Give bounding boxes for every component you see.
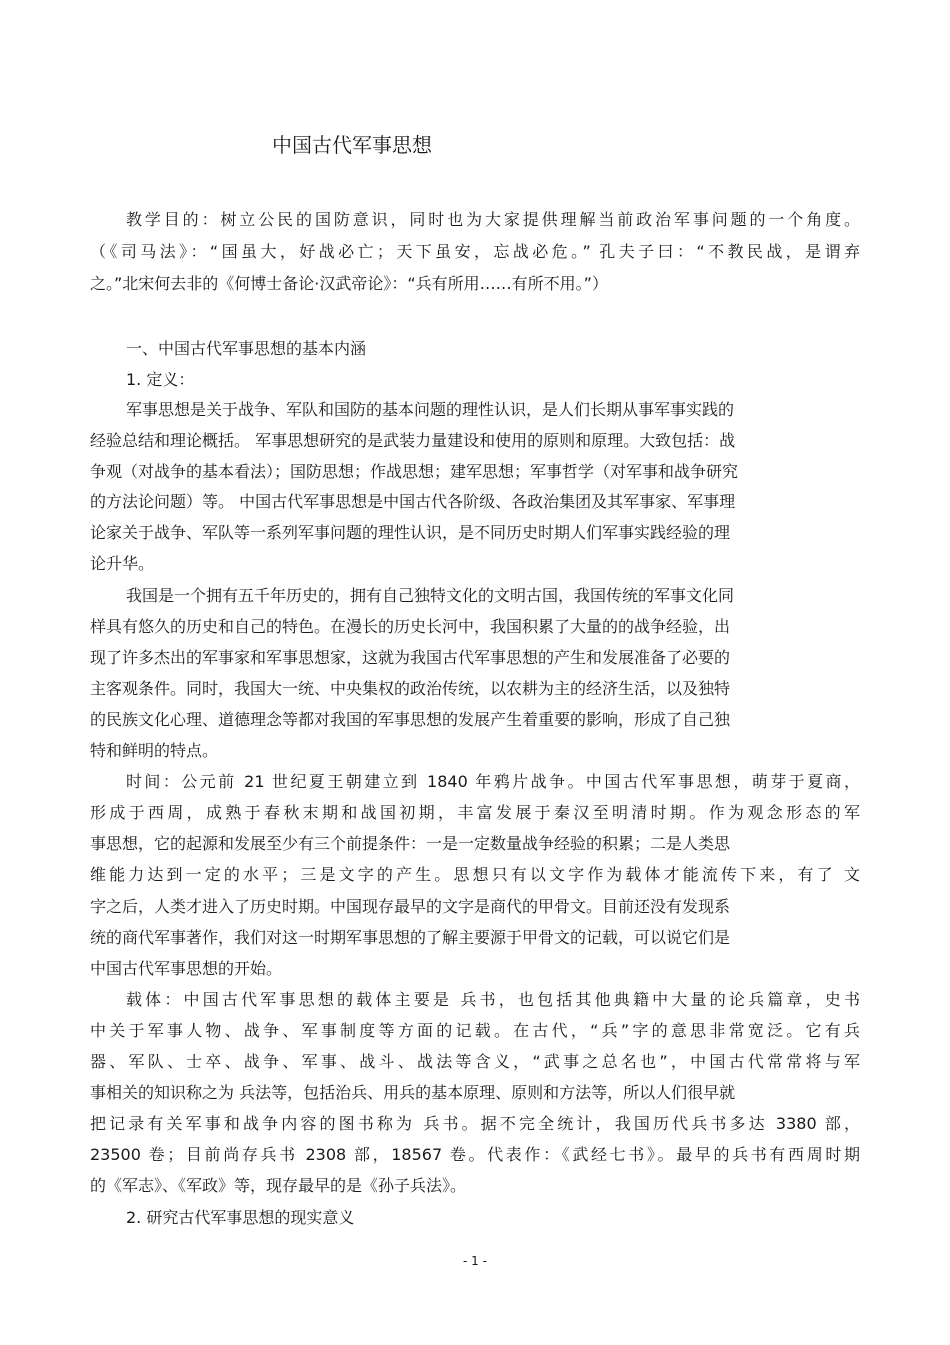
document-title: 中国古代军事思想 (272, 133, 432, 157)
text-line: 器、军队、士卒、战争、军事、战斗、战法等含义，“武事之总名也”，中国古代常常将与军 (90, 1052, 860, 1071)
text-line: 我国是一个拥有五千年历史的，拥有自己独特文化的文明古国，我国传统的军事文化同 (126, 586, 735, 605)
text-line: 的民族文化心理、道德理念等都对我国的军事思想的发展产生着重要的影响，形成了自己独 (90, 710, 731, 729)
text-line: 载体：中国古代军事思想的载体主要是 兵书，也包括其他典籍中大量的论兵篇章，史书 (126, 990, 860, 1009)
text-line: 样具有悠久的历史和自己的特色。在漫长的历史长河中，我国积累了大量的的战争经验，出 (90, 617, 731, 636)
text-line: 中关于军事人物、战争、军事制度等方面的记载。在古代，“兵”字的意思非常宽泛。它有兵 (90, 1021, 860, 1040)
text-line: 字之后，人类才进入了历史时期。中国现存最早的文字是商代的甲骨文。目前还没有发现系 (90, 897, 731, 916)
text-line: 事相关的知识称之为 兵法等，包括治兵、用兵的基本原理、原则和方法等，所以人们很早就 (90, 1083, 736, 1102)
section-heading: 一、中国古代军事思想的基本内涵 (126, 339, 367, 358)
text-line: 把记录有关军事和战争内容的图书称为 兵书。据不完全统计，我国历代兵书多达 3380 部， (90, 1114, 860, 1133)
text-line: 现了许多杰出的军事家和军事思想家，这就为我国古代军事思想的产生和发展准备了必要的 (90, 648, 731, 667)
text-line: 经验总结和理论概括。 军事思想研究的是武装力量建设和使用的原则和原理。大致包括：战 (90, 431, 736, 450)
text-line: 统的商代军事著作，我们对这一时期军事思想的了解主要源于甲骨文的记载，可以说它们是 (90, 928, 731, 947)
subsection-heading: 2. 研究古代军事思想的现实意义 (126, 1208, 355, 1227)
text-line: （《司马法》：“国虽大，好战必亡；天下虽安，忘战必危。” 孔夫子曰：“不教民战，是谓弃 (90, 242, 860, 261)
text-line: 论升华。 (90, 554, 155, 573)
text-line: 形成于西周，成熟于春秋末期和战国初期，丰富发展于秦汉至明清时期。作为观念形态的军 (90, 803, 860, 822)
text-line: 之。”北宋何去非的《何博士备论·汉武帝论》：“兵有所用……有所不用。”） (90, 274, 608, 293)
text-line: 事思想，它的起源和发展至少有三个前提条件：一是一定数量战争经验的积累；二是人类思 (90, 834, 731, 853)
text-line: 论家关于战争、军队等一系列军事问题的理性认识，是不同历史时期人们军事实践经验的理 (90, 523, 731, 542)
text-line: 的方法论问题）等。 中国古代军事思想是中国古代各阶级、各政治集团及其军事家、军事理 (90, 492, 736, 511)
text-line: 教学目的：树立公民的国防意识，同时也为大家提供理解当前政治军事问题的一个角度。 (126, 210, 860, 229)
text-line: 23500 卷；目前尚存兵书 2308 部，18567 卷。代表作：《武经七书》。最早的兵书有西周时期 (90, 1145, 860, 1164)
subsection-heading: 1. 定义： (126, 370, 195, 389)
text-line: 时间：公元前 21 世纪夏王朝建立到 1840 年鸦片战争。中国古代军事思想，萌芽于夏商， (126, 772, 860, 791)
text-line: 中国古代军事思想的开始。 (90, 959, 283, 978)
text-line: 主客观条件。同时，我国大一统、中央集权的政治传统，以农耕为主的经济生活，以及独特 (90, 679, 731, 698)
text-line: 特和鲜明的特点。 (90, 741, 219, 760)
text-line: 军事思想是关于战争、军队和国防的基本问题的理性认识，是人们长期从事军事实践的 (126, 400, 735, 419)
page-number: - 1 - (463, 1254, 487, 1268)
text-line: 争观（对战争的基本看法）；国防思想；作战思想；建军思想；军事哲学（对军事和战争研究 (90, 462, 739, 481)
text-line: 的《军志》、《军政》等，现存最早的是《孙子兵法》。 (90, 1176, 467, 1195)
text-line: 维能力达到一定的水平；三是文字的产生。思想只有以文字作为载体才能流传下来，有了 文 (90, 865, 860, 884)
